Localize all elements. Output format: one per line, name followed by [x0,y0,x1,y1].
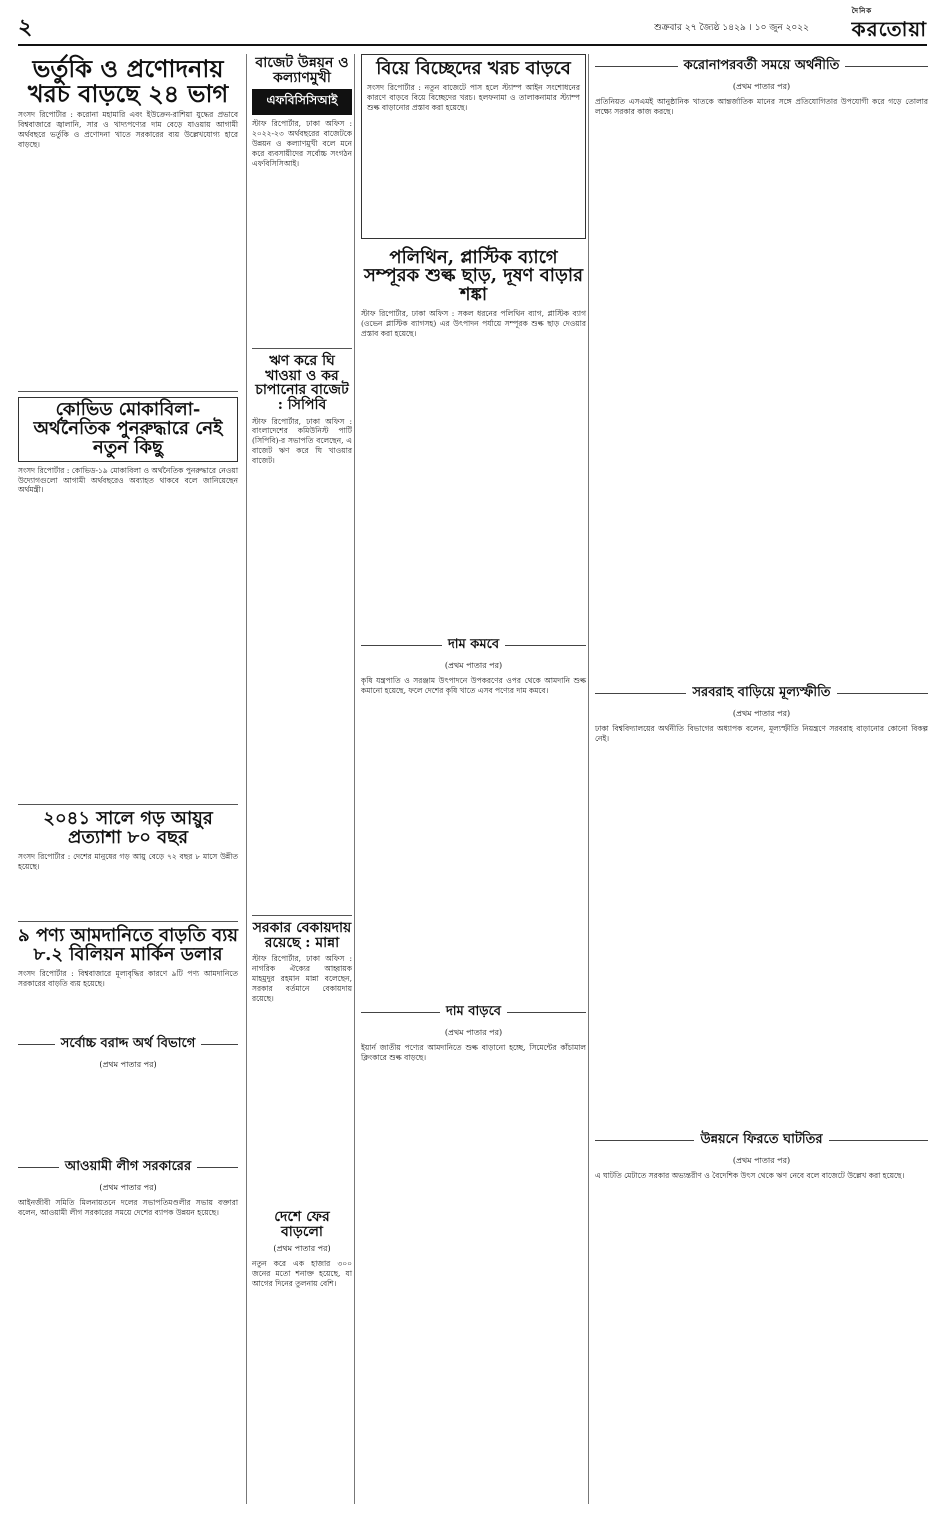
divider [252,348,352,349]
headline-awami-league: আওয়ামী লীগ সরকারের [18,1157,238,1178]
article-polythene-body [361,343,586,633]
article-price-rise-body [361,1066,586,1366]
headline-price-fall: দাম কমবে [361,635,586,656]
continuation-tag: (প্রথম পাতার পর) [444,660,503,670]
article-awami-body [18,1222,238,1402]
article-manna: স্টাফ রিপোর্টার, ঢাকা অফিস : নাগরিক ঐক্যের আহ্বায়ক মাহমুদুর রহমান মান্না বলেছেন, সরকার বর্তমানে বেকায়দায় রয়েছে। [252,954,352,1003]
article-inflation-body [595,748,928,1128]
headline-price-rise: দাম বাড়বে [361,1002,586,1023]
headline-post-covid-economy: করোনাপরবর্তী সময়ে অর্থনীতি [595,56,928,77]
article-covid-rise-body [252,1293,352,1473]
article-import: সংসদ রিপোর্টার : বিশ্ববাজারে মূল্যবৃদ্ধির কারণে ৯টি পণ্য আমদানিতে সরকারের বাড়তি ব্যয় হয়েছে। [18,968,238,988]
article-divorce-body [367,117,580,235]
headline-manna: সরকার বেকায়দায় রয়েছে : মান্না [252,920,352,951]
column-4 [588,54,928,1504]
headline-finance-division: সর্বোচ্চ বরাদ্দ অর্থ বিভাগে [18,1034,238,1055]
column-3 [354,54,586,1504]
article-post-covid-body [595,121,928,681]
article-fbcci: স্টাফ রিপোর্টার, ঢাকা অফিস : ২০২২-২৩ অর্থবছরের বাজেটকে উন্নয়ন ও কল্যাণমুখী বলে মনে করে ব্যবসায়ীদের সর্বোচ্চ সংগঠন এফবিসিসিআই। [252,119,352,168]
article-deficit: এ ঘাটতি মেটাতে সরকার অভ্যন্তরীণ ও বৈদেশিক উৎস থেকে ঋণ নেবে বলে বাজেটে উল্লেখ করা হয়েছে। [595,1170,905,1180]
date-line: শুক্রবার ২৭ জ্যৈষ্ঠ ১৪২৯ । ১০ জুন ২০২২ [654,23,809,33]
article-deficit-body [595,1184,928,1484]
article-manna-body [252,1008,352,1208]
article-price-rise: ইয়ার্ন জাতীয় পণ্যের আমদানিতে শুল্ক বাড়ানো হচ্ছে, সিমেন্টের কাঁচামাল ক্লিংকারে শুল্ক বাড়ছে। [361,1042,586,1062]
continuation-tag: (প্রথম পাতার পর) [732,82,791,91]
headline-divorce: বিয়ে বিচ্ছেদের খরচ বাড়বে [376,58,571,79]
newspaper-logo [852,8,927,48]
article-fbcci-body [252,173,352,343]
headline-life-expectancy: ২০৪১ সালে গড় আয়ুর প্রত্যাশা ৮০ বছর [43,808,213,849]
headline-covid-rise: দেশে ফের বাড়লো [274,1208,330,1240]
column-1 [18,54,238,1504]
article-subsidy-body [18,154,238,386]
article-price-fall-body [361,700,586,1000]
article-cpb-body [252,470,352,910]
section-banner: এফবিসিসিআই [252,89,352,115]
column-2 [246,54,352,1504]
article-post-covid: প্রতিনিয়ত এসএমই আনুষ্ঠানিক খাতকে আন্তর্জাতিক মানের সঙ্গে প্রতিযোগিতার উপযোগী করে গড়ে তোলার লক্ষ্যে সরকার কাজ করছে। [595,97,928,116]
article-divorce: সংসদ রিপোর্টার : নতুন বাজেটে পাস হলে স্ট্যাম্প আইন সংশোধনের কারণে বাড়বে বিয়ে বিচ্ছেদের খরচ। হলফনামা ও তালাকনামার স্ট্যাম্প শুল্ক বাড়ানোর প্রস্তাব করা হয়েছে। [367,82,580,112]
divider [18,804,238,805]
headline-polythene: পলিথিন, প্লাস্টিক ব্যাগে সম্পূরক শুল্ক ছাড়, দূষণ বাড়ার শঙ্কা [363,246,584,306]
article-life-body [18,876,238,916]
continuation-tag: (প্রথম পাতার পর) [99,1183,157,1193]
article-import-body [18,992,238,1032]
continuation-tag: (প্রথম পাতার পর) [732,1155,791,1165]
article-price-fall: কৃষি যন্ত্রপাতি ও সরঞ্জাম উৎপাদনে উপকরণের ওপর থেকে আমদানি শুল্ক কমানো হয়েছে, ফলে দেশের কৃষি খাতে এসব পণ্যের দাম কমবে। [361,675,586,695]
page-header [18,6,927,46]
article-subsidy-lead: সংসদ রিপোর্টার : করোনা মহামারি এবং ইউক্রেন-রাশিয়া যুদ্ধের প্রভাবে বিশ্ববাজারে জ্বালানি, সার ও খাদ্যপণ্যের দাম বেড়ে যাওয়ায় আগামী অর্থবছরে ভর্তুকি ও প্রণোদনা খাতে সরকারের ব্যয় উল্লেখযোগ্য হারে বাড়ছে। [18,110,238,150]
logo-small-text: দৈনিক [851,7,873,15]
continuation-tag: (প্রথম পাতার পর) [273,1244,331,1254]
article-finance-body [18,1075,238,1155]
headline-import: ৯ পণ্য আমদানিতে বাড়তি ব্যয় ৮.২ বিলিয়ন মার্কিন ডলার [18,924,238,965]
headline-budget-welfare: বাজেট উন্নয়ন ও কল্যাণমুখী [255,55,349,86]
article-covid-lead: সংসদ রিপোর্টার : কোভিড-১৯ মোকাবিলা ও অর্থনৈতিক পুনরুদ্ধারে নেওয়া উদ্যোগগুলো আগামী অর্থবছরেও অব্যাহত থাকবে বলে জানিয়েছেন অর্থমন্ত্রী। [18,465,238,495]
article-inflation: ঢাকা বিশ্ববিদ্যালয়ের অর্থনীতি বিভাগের অধ্যাপক বলেন, মূল্যস্ফীতি নিয়ন্ত্রণে সরবরাহ বাড়ানোর কোনো বিকল্প নেই। [595,723,928,743]
article-life-expectancy: সংসদ রিপোর্টার : দেশের মানুষের গড় আয়ু বেড়ে ৭২ বছর ৮ মাসে উন্নীত হয়েছে। [18,852,238,871]
divider [18,921,238,922]
article-covid-rise: নতুন করে এক হাজার ৩০০ জনের মতো শনাক্ত হয়েছে, যা আগের দিনের তুলনায় বেশি। [252,1259,352,1289]
continuation-tag: (প্রথম পাতার পর) [444,1027,503,1037]
continuation-tag: (প্রথম পাতার পর) [99,1060,157,1070]
headline-covid: কোভিড মোকাবিলা-অর্থনৈতিক পুনরুদ্ধারে নেই নতুন কিছু [18,397,238,462]
divider [18,391,238,392]
headline-cpb: ঋণ করে ঘি খাওয়া ও কর চাপানোর বাজেট : সিপিবি [255,352,349,413]
boxed-article-divorce [361,54,586,239]
continuation-tag: (প্রথম পাতার পর) [732,708,791,718]
headline-subsidy: ভর্তুকি ও প্রণোদনায় খরচ বাড়ছে ২৪ ভাগ [27,54,229,109]
page-number: ২ [18,14,33,40]
headline-inflation: সরবরাহ বাড়িয়ে মূল্যস্ফীতি [595,683,928,704]
article-polythene: স্টাফ রিপোর্টার, ঢাকা অফিস : সকল ধরনের পলিথিন ব্যাগ, প্লাস্টিক ব্যাগ (ওভেন প্লাস্টিক ব্যাগসহ) এর উৎপাদন পর্যায়ে সম্পূরক শুল্ক ছাড় দেওয়ার প্রস্তাব করা হয়েছে। [361,309,586,339]
article-covid-body [18,499,238,799]
article-awami-league: আইনজীবী সমিতি মিলনায়তনে দলের সভাপতিমণ্ডলীর সভায় বক্তারা বলেন, আওয়ামী লীগ সরকারের সময়ে দেশের ব্যাপক উন্নয়ন হয়েছে। [18,1198,238,1218]
divider [252,915,352,916]
headline-deficit: উন্নয়নে ফিরতে ঘাটতির [595,1130,928,1151]
logo-text: করতোয়া [851,17,927,41]
article-cpb: স্টাফ রিপোর্টার, ঢাকা অফিস : বাংলাদেশের কমিউনিস্ট পার্টি (সিপিবি)-র সভাপতি বলেছেন, এ বাজেট ঋণ করে ঘি খাওয়ার বাজেট। [252,416,352,466]
